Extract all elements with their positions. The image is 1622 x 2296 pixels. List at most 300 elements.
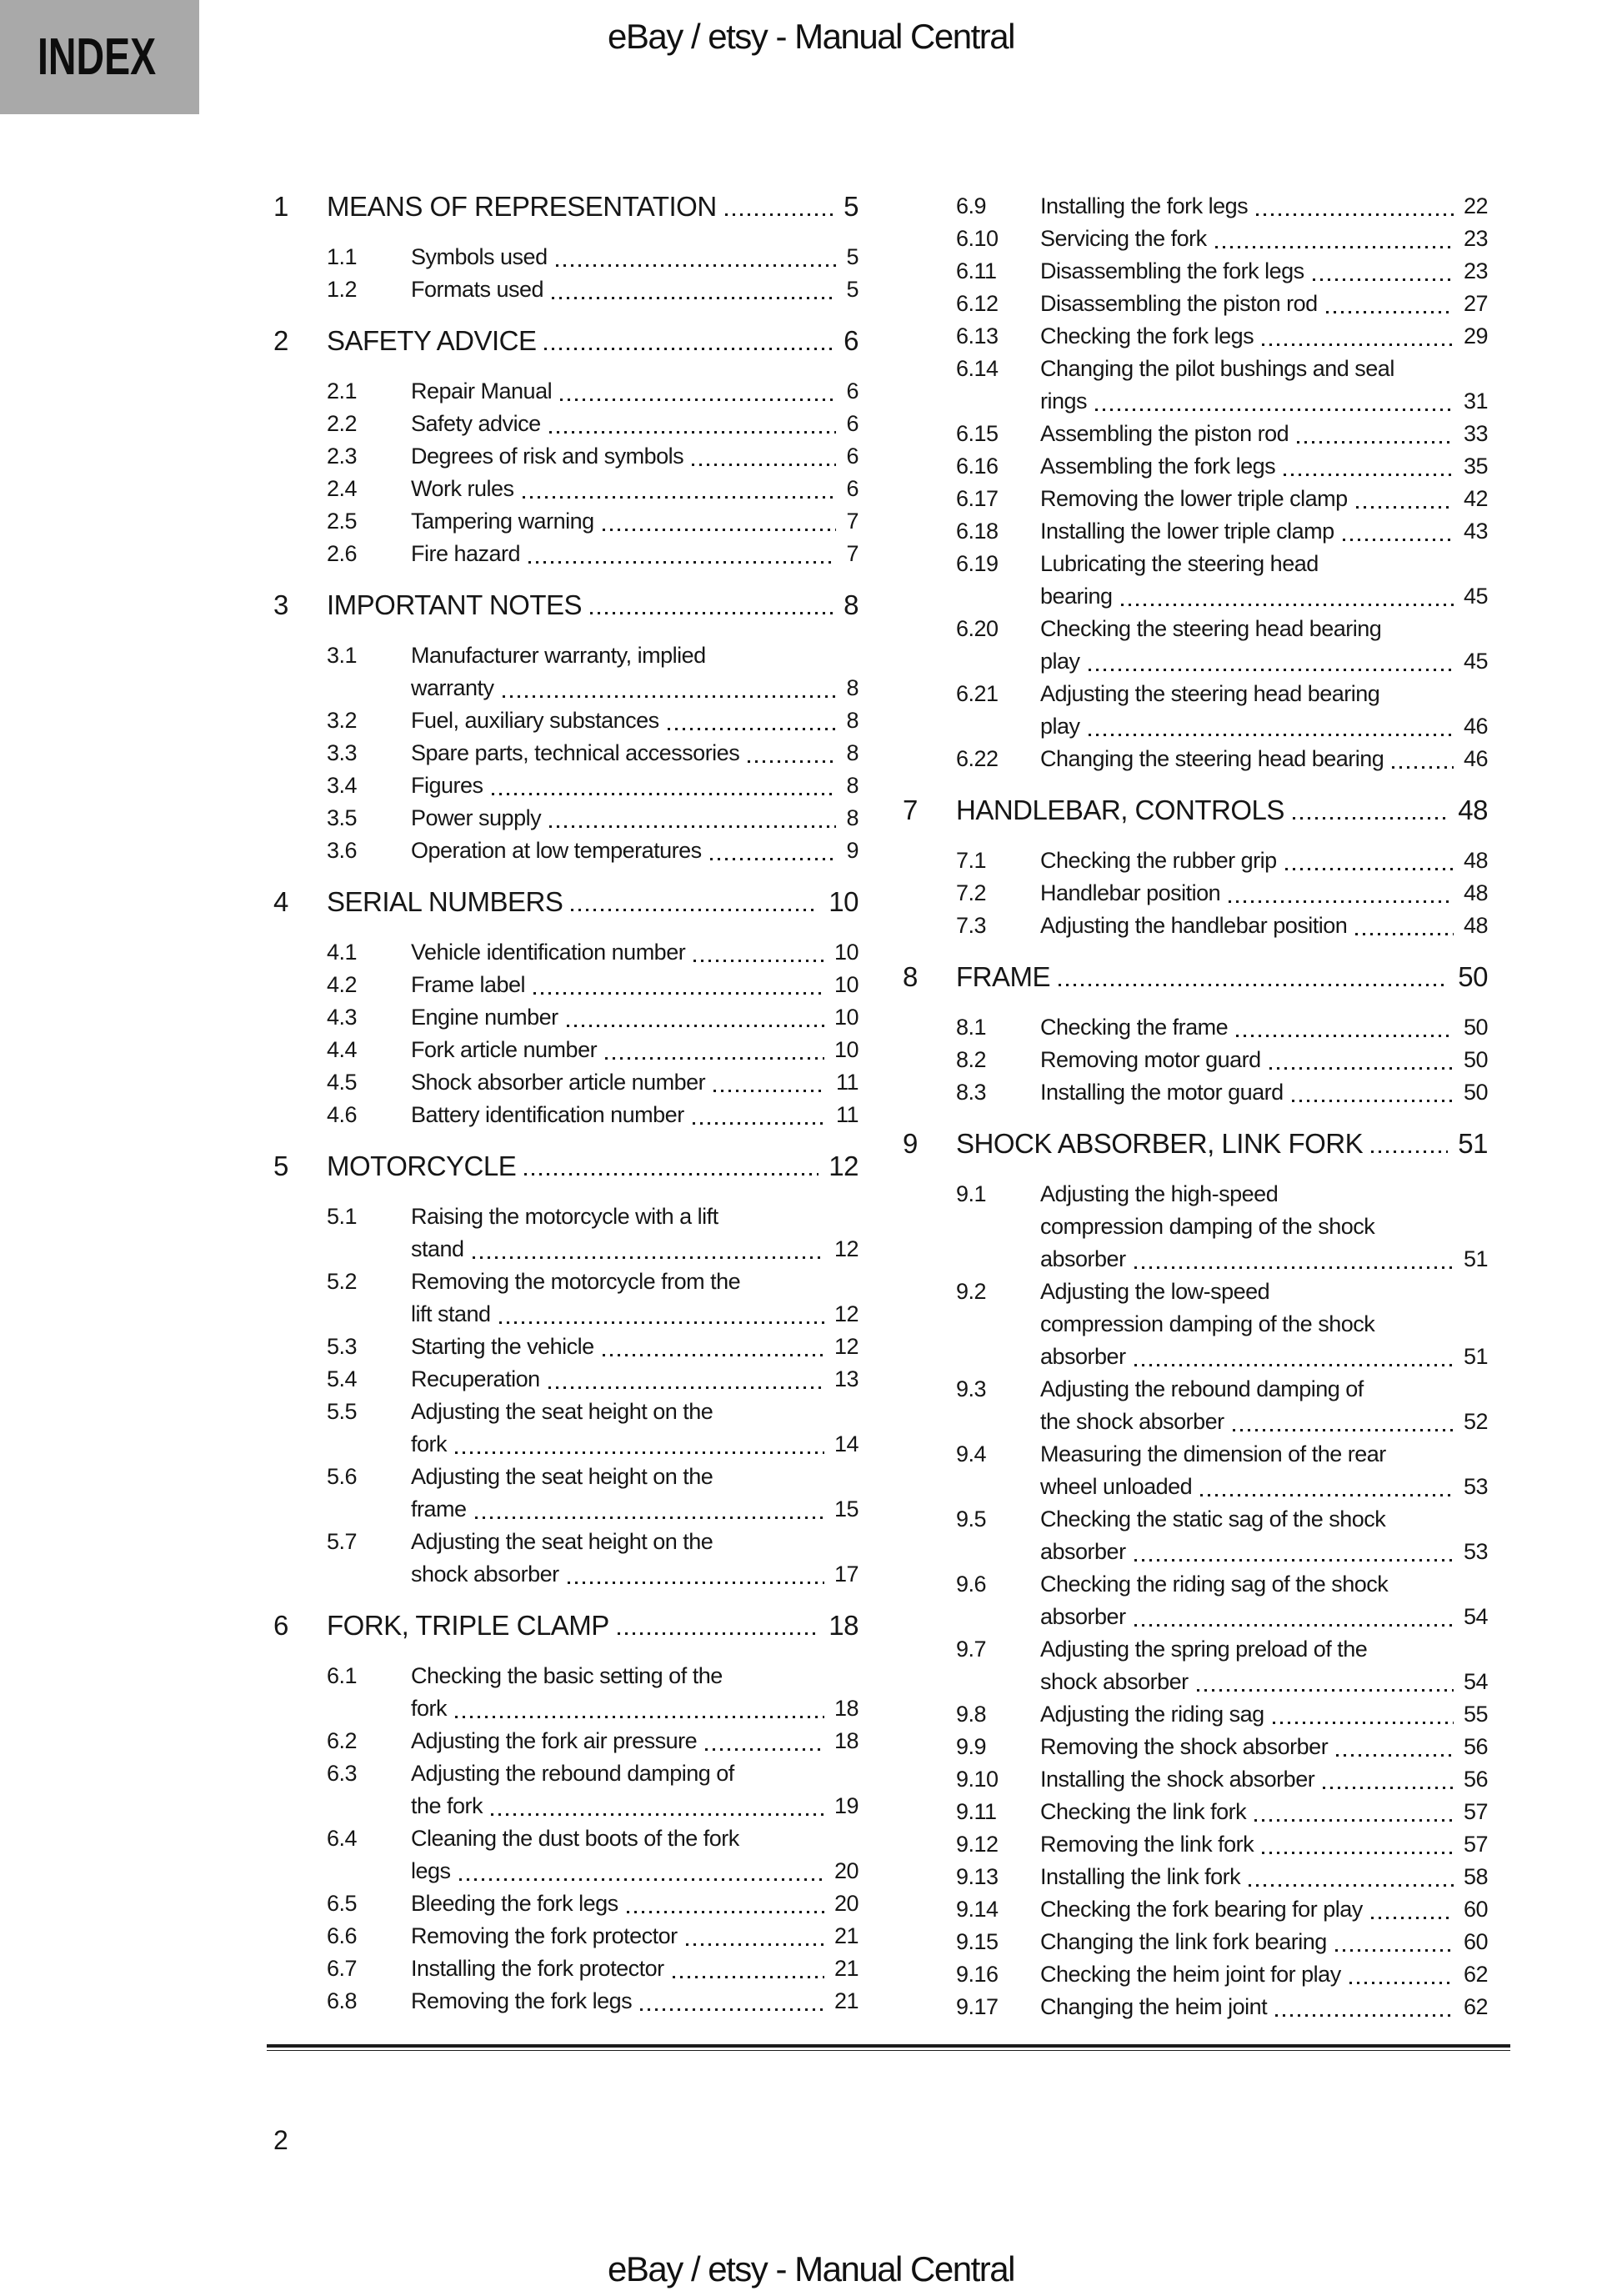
toc-entry <box>903 548 1488 613</box>
dot-leader <box>459 1855 824 1887</box>
toc-entry-line <box>327 589 859 621</box>
toc-entry-title: Installing the fork protector <box>411 1956 664 1981</box>
toc-entry-title: Operation at low temperatures <box>411 838 702 863</box>
toc-entry-page: 6 <box>846 411 859 436</box>
toc-entry-line <box>411 538 859 570</box>
footer-page-number: 2 <box>273 2125 288 2155</box>
toc-entry-number: 4.3 <box>327 1005 358 1030</box>
toc-entry-title: Figures <box>411 773 483 798</box>
toc-entry-title: Installing the fork legs <box>1040 193 1249 218</box>
toc-entry-title: frame <box>411 1496 467 1521</box>
toc-entry-line <box>411 1558 859 1591</box>
toc-entry-title: Checking the rubber grip <box>1040 848 1277 873</box>
toc-entry-body <box>1040 1633 1488 1698</box>
toc-entry-number: 1.2 <box>327 277 358 302</box>
toc-entry <box>903 288 1488 320</box>
toc-entry-body <box>411 835 859 867</box>
toc-entry-title: Changing the pilot bushings and seal <box>1040 356 1394 381</box>
dot-leader <box>627 1887 824 1920</box>
toc-entry <box>273 885 859 918</box>
toc-entry-page: 60 <box>1463 1897 1488 1922</box>
toc-entry-line <box>1040 678 1488 710</box>
dot-leader <box>1275 1991 1454 2023</box>
dot-leader <box>552 273 836 306</box>
toc-entry <box>273 1201 859 1266</box>
toc-entry-page: 8 <box>846 675 859 700</box>
toc-entry-line <box>327 190 859 223</box>
toc-entry-title: Checking the frame <box>1040 1015 1229 1040</box>
dot-leader <box>1335 1926 1454 1958</box>
toc-entry-body <box>1040 1438 1488 1503</box>
toc-entry-page: 57 <box>1463 1799 1488 1824</box>
toc-entry-number: 7.2 <box>956 880 987 905</box>
toc-entry-line <box>411 639 859 672</box>
dot-leader <box>1215 223 1454 255</box>
toc-entry-body <box>411 737 859 770</box>
dot-leader <box>1371 1893 1454 1926</box>
toc-entry-body <box>411 375 859 408</box>
toc-entry <box>903 1731 1488 1763</box>
toc-entry-body <box>1040 910 1488 942</box>
toc-entry-number: 5.6 <box>327 1464 358 1489</box>
dot-leader <box>1262 1828 1454 1861</box>
toc-entry <box>903 353 1488 418</box>
toc-entry-line <box>411 1298 859 1331</box>
toc-entry-line <box>327 1609 859 1642</box>
toc-entry-body <box>411 1331 859 1363</box>
toc-entry-title: Changing the heim joint <box>1040 1994 1268 2019</box>
toc-entry-number: 6.18 <box>956 519 999 544</box>
toc-entry-number: 5.1 <box>327 1204 358 1229</box>
toc-entry-page: 51 <box>1458 1128 1488 1159</box>
toc-entry-line <box>411 505 859 538</box>
toc-entry-line <box>411 1266 859 1298</box>
dot-leader <box>1355 910 1454 942</box>
toc-entry <box>273 1887 859 1920</box>
toc-entry-page: 20 <box>834 1858 859 1883</box>
toc-entry <box>273 1150 859 1182</box>
toc-entry-title: fork <box>411 1431 448 1456</box>
index-box <box>0 0 199 114</box>
toc-entry-title: wheel unloaded <box>1040 1474 1193 1499</box>
toc-entry-line <box>411 1428 859 1461</box>
dot-leader <box>475 1493 824 1526</box>
toc-entry-number: 5.4 <box>327 1366 358 1391</box>
toc-entry-page: 48 <box>1463 913 1488 938</box>
dot-leader <box>1229 877 1454 910</box>
toc-entry-number: 9.8 <box>956 1702 987 1727</box>
toc-entry-title: Measuring the dimension of the rear <box>1040 1441 1386 1466</box>
toc-entry-line <box>1040 1178 1488 1211</box>
toc-entry-page: 7 <box>846 541 859 566</box>
toc-entry-line <box>1040 288 1488 320</box>
toc-entry-title: Tampering warning <box>411 509 594 534</box>
toc-entry-title: play <box>1040 714 1080 739</box>
toc-entry-title: Changing the link fork bearing <box>1040 1929 1327 1954</box>
toc-entry <box>903 1893 1488 1926</box>
toc-entry-body <box>1040 223 1488 255</box>
toc-entry-line <box>1040 1076 1488 1109</box>
toc-entry-line <box>1040 1373 1488 1406</box>
toc-entry-page: 51 <box>1463 1246 1488 1271</box>
toc-entry-title: Adjusting the riding sag <box>1040 1702 1264 1727</box>
toc-entry-line <box>411 1887 859 1920</box>
toc-entry-title: Battery identification number <box>411 1102 684 1127</box>
toc-entry-body <box>411 1201 859 1266</box>
toc-entry-body <box>1040 418 1488 450</box>
toc-entry-title: fork <box>411 1696 448 1721</box>
toc-entry-page: 53 <box>1463 1539 1488 1564</box>
toc-entry-number: 7.1 <box>956 848 987 873</box>
toc-entry-number: 2.3 <box>327 444 358 469</box>
dot-leader <box>524 1150 819 1182</box>
dot-leader <box>1371 1127 1448 1160</box>
dot-leader <box>725 190 834 223</box>
toc-entry-line <box>411 1526 859 1558</box>
toc-entry-title: Disassembling the piston rod <box>1040 291 1318 316</box>
toc-entry-body <box>1040 450 1488 483</box>
dot-leader <box>1256 190 1454 223</box>
toc-entry-page: 56 <box>1463 1767 1488 1792</box>
dot-leader <box>1121 580 1454 613</box>
toc-entry <box>903 1438 1488 1503</box>
toc-entry-number: 9.2 <box>956 1279 987 1304</box>
toc-entry-page: 18 <box>834 1696 859 1721</box>
toc-entry-body <box>1040 1958 1488 1991</box>
toc-entry-line <box>1040 910 1488 942</box>
toc-entry-line <box>1040 1698 1488 1731</box>
toc-entry-line <box>411 936 859 969</box>
toc-entry-line <box>327 324 859 357</box>
toc-entry <box>273 241 859 273</box>
toc-entry-number: 6.21 <box>956 681 999 706</box>
toc-entry-line <box>411 1660 859 1692</box>
toc-entry-page: 35 <box>1463 454 1488 479</box>
dot-leader <box>640 1985 824 2018</box>
toc-entry-body <box>411 639 859 704</box>
toc-entry-number: 6.6 <box>327 1923 358 1948</box>
toc-entry-number: 1 <box>273 191 288 222</box>
toc-entry-body <box>1040 1373 1488 1438</box>
toc-entry <box>273 273 859 306</box>
toc-entry-page: 48 <box>1463 848 1488 873</box>
toc-entry-body <box>327 1150 859 1182</box>
toc-entry-body <box>411 1920 859 1953</box>
toc-entry-title: Adjusting the spring preload of the <box>1040 1637 1368 1662</box>
toc-entry <box>903 1861 1488 1893</box>
toc-entry-title: SHOCK ABSORBER, LINK FORK <box>956 1128 1364 1159</box>
toc-entry-number: 6.10 <box>956 226 999 251</box>
toc-entry-number: 6.20 <box>956 616 999 641</box>
dot-leader <box>1297 418 1454 450</box>
toc-entry-number: 9.9 <box>956 1734 987 1759</box>
toc-entry-body <box>327 1609 859 1642</box>
toc-entry-number: 3 <box>273 589 288 620</box>
toc-entry-title: stand <box>411 1236 464 1261</box>
toc-entry-title: MOTORCYCLE <box>327 1151 517 1181</box>
toc-entry-body <box>411 1099 859 1131</box>
toc-entry-line <box>1040 1276 1488 1308</box>
toc-entry-body <box>411 1660 859 1725</box>
toc-entry <box>903 1796 1488 1828</box>
toc-entry-line <box>411 408 859 440</box>
dot-leader <box>603 1331 824 1363</box>
toc-entry-title: shock absorber <box>411 1562 559 1587</box>
toc-entry <box>273 408 859 440</box>
toc-entry <box>273 473 859 505</box>
toc-entry <box>903 190 1488 223</box>
toc-entry <box>273 375 859 408</box>
toc-entry-line <box>411 1725 859 1757</box>
toc-entry-line <box>1040 1438 1488 1471</box>
dot-leader <box>560 375 836 408</box>
toc-entry-title: Assembling the piston rod <box>1040 421 1289 446</box>
toc-entry-body <box>1040 515 1488 548</box>
toc-entry-line <box>411 1201 859 1233</box>
dot-leader <box>713 1066 826 1099</box>
dot-leader <box>1059 960 1448 993</box>
toc-entry <box>903 1926 1488 1958</box>
toc-entry-number: 6.2 <box>327 1728 358 1753</box>
toc-entry-title: Checking the link fork <box>1040 1799 1247 1824</box>
toc-entry-page: 62 <box>1463 1962 1488 1987</box>
toc-entry-body <box>411 1822 859 1887</box>
toc-entry-number: 6.13 <box>956 323 999 348</box>
dot-leader <box>1292 1076 1454 1109</box>
index-label: INDEX <box>38 28 157 86</box>
toc-entry-line <box>1040 1011 1488 1044</box>
toc-entry-body <box>327 589 859 621</box>
toc-entry-line <box>411 1822 859 1855</box>
toc-entry-title: Adjusting the seat height on the <box>411 1529 713 1554</box>
dot-leader <box>503 672 837 704</box>
dot-leader <box>1197 1666 1454 1698</box>
dot-leader <box>1262 320 1454 353</box>
toc-entry-title: rings <box>1040 389 1088 414</box>
toc-entry-title: the fork <box>411 1793 483 1818</box>
toc-entry-body <box>1040 548 1488 613</box>
toc-entry-title: Work rules <box>411 476 514 501</box>
dot-leader <box>491 1790 824 1822</box>
toc-entry-page: 53 <box>1463 1474 1488 1499</box>
toc-entry <box>273 1001 859 1034</box>
toc-entry-title: Bleeding the fork legs <box>411 1891 618 1916</box>
toc-entry-number: 5.3 <box>327 1334 358 1359</box>
toc-entry-body <box>1040 1698 1488 1731</box>
toc-entry-page: 5 <box>844 191 859 222</box>
toc-entry-title: Checking the static sag of the shock <box>1040 1506 1386 1532</box>
toc-entry-number: 5 <box>273 1151 288 1181</box>
toc-entry-body <box>1040 877 1488 910</box>
toc-entry-title: bearing <box>1040 584 1113 609</box>
dot-leader <box>1236 1011 1454 1044</box>
toc-entry-number: 3.6 <box>327 838 358 863</box>
toc-entry-number: 6.12 <box>956 291 999 316</box>
toc-entry <box>903 910 1488 942</box>
toc-entry <box>273 802 859 835</box>
dot-leader <box>549 408 837 440</box>
toc-entry-page: 15 <box>834 1496 859 1521</box>
toc-entry-line <box>411 1692 859 1725</box>
toc-entry-line <box>411 1099 859 1131</box>
dot-leader <box>1089 710 1454 743</box>
toc-entry <box>903 1373 1488 1438</box>
toc-entry-line <box>956 960 1488 993</box>
toc-entry-number: 6.5 <box>327 1891 358 1916</box>
toc-entry-page: 17 <box>834 1562 859 1587</box>
toc-entry-title: Cleaning the dust boots of the fork <box>411 1826 739 1851</box>
toc-entry <box>903 960 1488 993</box>
dot-leader <box>693 936 824 969</box>
toc-entry-title: compression damping of the shock <box>1040 1214 1375 1239</box>
toc-entry-number: 9.6 <box>956 1572 987 1597</box>
toc-entry-page: 6 <box>846 378 859 404</box>
toc-entry-number: 9.1 <box>956 1181 987 1206</box>
toc-entry-body <box>1040 743 1488 775</box>
toc-entry-number: 9.12 <box>956 1832 999 1857</box>
toc-entry-page: 31 <box>1463 389 1488 414</box>
dot-leader <box>705 1725 824 1757</box>
toc-entry-number: 2.2 <box>327 411 358 436</box>
dot-leader <box>1349 1958 1454 1991</box>
toc-entry-number: 6.9 <box>956 193 987 218</box>
toc-entry-title: Disassembling the fork legs <box>1040 258 1304 283</box>
dot-leader <box>748 737 836 770</box>
toc-entry <box>903 515 1488 548</box>
toc-entry-title: Installing the lower triple clamp <box>1040 519 1334 544</box>
toc-entry-number: 2 <box>273 325 288 356</box>
toc-entry-title: Manufacturer warranty, implied <box>411 643 706 668</box>
toc-entry-page: 10 <box>834 940 859 965</box>
toc-entry-page: 13 <box>834 1366 859 1391</box>
toc-entry-page: 5 <box>846 244 859 269</box>
toc-entry-body <box>1040 353 1488 418</box>
toc-entry-line <box>1040 1861 1488 1893</box>
toc-entry-number: 9.5 <box>956 1506 987 1532</box>
toc-entry-body <box>411 505 859 538</box>
toc-entry-line <box>411 1461 859 1493</box>
toc-entry-number: 9.7 <box>956 1637 987 1662</box>
toc-entry-line <box>1040 1406 1488 1438</box>
toc-entry-title: Formats used <box>411 277 544 302</box>
toc-entry <box>273 1822 859 1887</box>
toc-entry-title: Checking the fork bearing for play <box>1040 1897 1363 1922</box>
toc-entry-body <box>411 1887 859 1920</box>
dot-leader <box>492 770 837 802</box>
toc-entry-line <box>1040 580 1488 613</box>
toc-entry <box>273 1331 859 1363</box>
toc-entry <box>903 794 1488 826</box>
toc-entry-line <box>1040 710 1488 743</box>
toc-entry-page: 45 <box>1463 649 1488 674</box>
dot-leader <box>1200 1471 1454 1503</box>
toc-entry-title: the shock absorber <box>1040 1409 1224 1434</box>
toc-entry-page: 21 <box>834 1923 859 1948</box>
dot-leader <box>693 1099 826 1131</box>
dot-leader <box>1134 1341 1454 1373</box>
toc-entry-body <box>411 1001 859 1034</box>
toc-entry-page: 12 <box>834 1334 859 1359</box>
toc-entry-line <box>411 1953 859 1985</box>
toc-entry <box>903 1958 1488 1991</box>
toc-entry-page: 42 <box>1463 486 1488 511</box>
toc-entry-page: 54 <box>1463 1669 1488 1694</box>
toc-entry-line <box>411 440 859 473</box>
toc-entry-number: 6.19 <box>956 551 999 576</box>
dot-leader <box>673 1953 824 1985</box>
toc-entry-line <box>411 375 859 408</box>
toc-entry-line <box>1040 1601 1488 1633</box>
toc-entry-title: FORK, TRIPLE CLAMP <box>327 1610 609 1641</box>
toc-entry-body <box>1040 1076 1488 1109</box>
toc-entry-page: 6 <box>846 476 859 501</box>
toc-entry-body <box>1040 1011 1488 1044</box>
toc-entry-title: Installing the link fork <box>1040 1864 1241 1889</box>
toc-entry-body <box>411 538 859 570</box>
toc-entry-number: 6.15 <box>956 421 999 446</box>
toc-entry-page: 46 <box>1463 714 1488 739</box>
toc-entry-title: Handlebar position <box>1040 880 1221 905</box>
toc-entry-line <box>327 885 859 918</box>
toc-entry-line <box>1040 320 1488 353</box>
toc-entry-number: 2.1 <box>327 378 358 404</box>
toc-entry-page: 27 <box>1463 291 1488 316</box>
toc-entry-page: 8 <box>844 589 859 620</box>
toc-entry-body <box>1040 288 1488 320</box>
toc-entry-title: Removing the lower triple clamp <box>1040 486 1348 511</box>
toc-entry-title: Engine number <box>411 1005 558 1030</box>
toc-entry-title: Frame label <box>411 972 526 997</box>
toc-entry-title: Changing the steering head bearing <box>1040 746 1384 771</box>
toc-entry-title: Repair Manual <box>411 378 553 404</box>
toc-entry-line <box>327 1150 859 1182</box>
toc-entry <box>903 1276 1488 1373</box>
toc-entry-page: 29 <box>1463 323 1488 348</box>
toc-entry-body <box>411 802 859 835</box>
toc-entry-page: 50 <box>1458 961 1488 992</box>
toc-entry-line <box>1040 1763 1488 1796</box>
toc-entry-title: Checking the basic setting of the <box>411 1663 723 1688</box>
toc-entry <box>903 1828 1488 1861</box>
toc-entry-page: 12 <box>829 1151 859 1181</box>
dot-leader <box>1134 1601 1454 1633</box>
toc-entry-number: 3.3 <box>327 740 358 765</box>
toc-entry-line <box>411 1920 859 1953</box>
toc-entry-body <box>1040 845 1488 877</box>
document-title: eBay / etsy - Manual Central <box>608 17 1014 56</box>
toc-entry-page: 12 <box>834 1301 859 1326</box>
dot-leader <box>556 241 837 273</box>
toc-entry-title: Adjusting the fork air pressure <box>411 1728 698 1753</box>
dot-leader <box>1285 845 1454 877</box>
toc-entry-line <box>1040 1243 1488 1276</box>
toc-entry-body <box>1040 1763 1488 1796</box>
dot-leader <box>1326 288 1454 320</box>
toc-entry-page: 58 <box>1463 1864 1488 1889</box>
toc-entry-title: Adjusting the high-speed <box>1040 1181 1279 1206</box>
toc-entry-body <box>1040 1044 1488 1076</box>
toc-entry-body <box>411 473 859 505</box>
toc-entry-page: 8 <box>846 708 859 733</box>
toc-entry-title: Removing the motorcycle from the <box>411 1269 741 1294</box>
toc-entry <box>903 1044 1488 1076</box>
toc-entry-line <box>1040 1536 1488 1568</box>
toc-entry-title: IMPORTANT NOTES <box>327 589 583 620</box>
toc-entry-title: Removing the fork legs <box>411 1988 633 2013</box>
toc-entry <box>273 1034 859 1066</box>
toc-entry-body <box>411 241 859 273</box>
toc-entry-page: 50 <box>1463 1015 1488 1040</box>
